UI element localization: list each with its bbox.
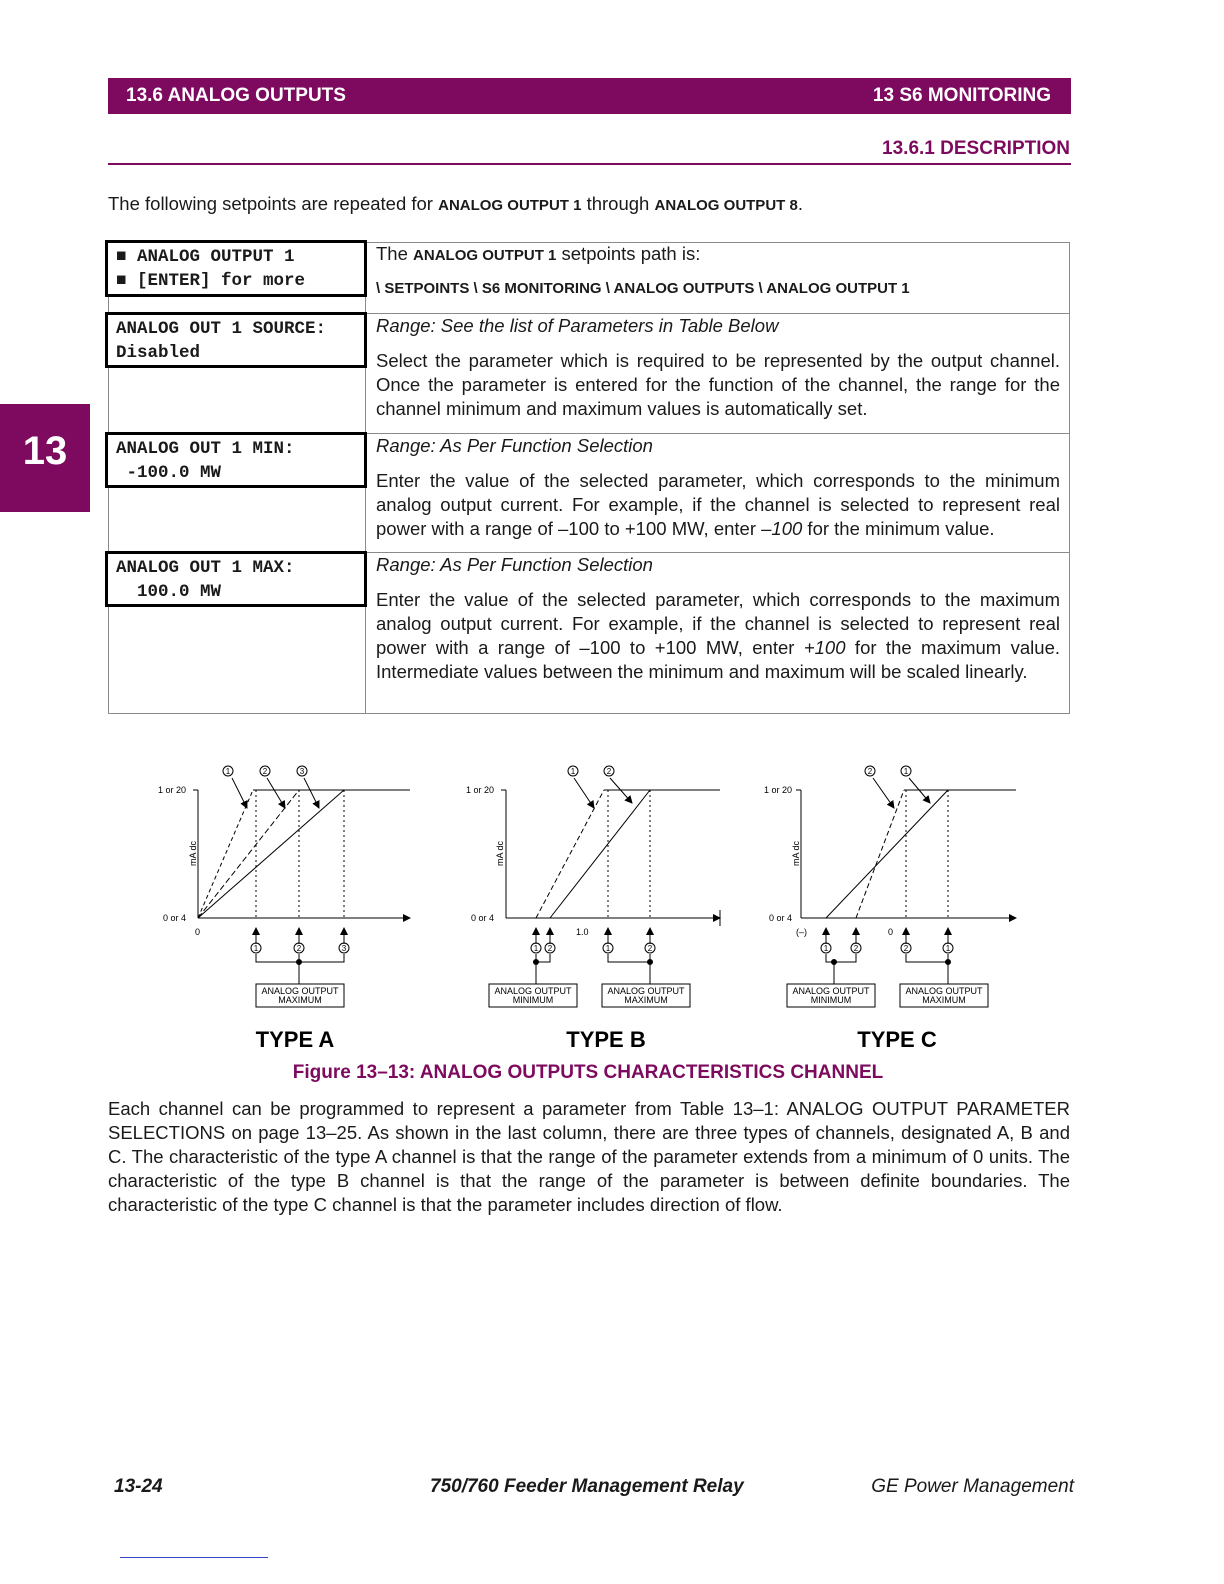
svg-text:1: 1 <box>605 944 611 953</box>
svg-text:2: 2 <box>606 767 612 776</box>
svg-text:2: 2 <box>903 944 909 953</box>
svg-text:2: 2 <box>547 944 553 953</box>
svg-text:MAXIMUM: MAXIMUM <box>278 995 322 1005</box>
type-a-label: TYPE A <box>255 1027 335 1052</box>
type-b-labels <box>466 767 685 1052</box>
subsection-rule <box>108 163 1071 165</box>
svg-text:ANALOG OUTPUT: ANALOG OUTPUT <box>607 986 685 996</box>
svg-text:0 or 4: 0 or 4 <box>471 913 495 923</box>
svg-text:1 or 20: 1 or 20 <box>158 785 187 795</box>
svg-text:MAXIMUM: MAXIMUM <box>624 995 668 1005</box>
intro-text: The following setpoints are repeated for ANALOG OUTPUT 1 through ANALOG OUTPUT 8. <box>108 193 803 214</box>
subsection-title: 13.6.1 DESCRIPTION <box>882 138 1070 159</box>
svg-text:MINIMUM: MINIMUM <box>810 995 852 1005</box>
type-a-chart <box>193 766 410 1007</box>
svg-text:1: 1 <box>823 944 829 953</box>
svg-text:0: 0 <box>888 927 894 937</box>
svg-text:1: 1 <box>903 767 909 776</box>
chapter-tab[interactable]: 13 <box>0 404 90 512</box>
display-analog-output-menu[interactable]: ■ ANALOG OUTPUT 1 ■ [ENTER] for more <box>105 240 367 297</box>
svg-text:2: 2 <box>262 767 268 776</box>
svg-text:MAXIMUM: MAXIMUM <box>922 995 966 1005</box>
display-analog-out-source[interactable]: ANALOG OUT 1 SOURCE: Disabled <box>105 312 367 368</box>
svg-text:1: 1 <box>253 944 259 953</box>
svg-text:ANALOG OUTPUT: ANALOG OUTPUT <box>905 986 983 996</box>
svg-text:mA dc: mA dc <box>791 840 801 866</box>
svg-text:1 or 20: 1 or 20 <box>466 785 495 795</box>
chapter-title: 13 S6 MONITORING <box>872 85 1051 106</box>
display-analog-out-min[interactable]: ANALOG OUT 1 MIN: -100.0 MW <box>105 432 367 488</box>
setpoint-description: The ANALOG OUTPUT 1 setpoints path is: \ SETPOINTS \ S6 MONITORING \ ANALOG OUTPUTS \ ANALOG OUTPUT 1 <box>376 242 1060 301</box>
setpoint-path: \ SETPOINTS \ S6 MONITORING \ ANALOG OUTPUTS \ ANALOG OUTPUT 1 <box>376 280 910 297</box>
type-c-chart <box>787 766 1016 1007</box>
svg-text:1: 1 <box>570 767 576 776</box>
body-paragraph: Each channel can be programmed to represent a parameter from Table 13–1: ANALOG OUTPUT PARAMETER SELECTIONS on page 13–25. As shown in the last column, there are three types of channels, designated A, B and C. The characteristic of the type A channel is that the range of the parameter extends from a minimum of 0 units. The characteristic of the type B channel is that the range of the parameter is between definite boundaries. The characteristic of the type C channel is that the parameter includes direction of flow. <box>108 1098 1070 1215</box>
svg-text:1: 1 <box>225 767 231 776</box>
svg-text:MINIMUM: MINIMUM <box>512 995 554 1005</box>
setpoint-description: Range: As Per Function Selection Enter the value of the selected parameter, which corresponds to the maximum analog output current. For example, if the channel is selected to represent real power with a range of –100 to +100 MW, enter +100 for the maximum value. Intermediate values between the minimum and maximum will be scaled linearly. <box>376 554 1060 682</box>
svg-text:mA dc: mA dc <box>495 840 505 866</box>
section-header-bar <box>108 78 1071 114</box>
svg-text:2: 2 <box>867 767 873 776</box>
footer-title: 750/760 Feeder Management Relay <box>430 1476 744 1497</box>
type-c-labels <box>764 767 983 1052</box>
svg-text:2: 2 <box>853 944 859 953</box>
svg-text:2: 2 <box>647 944 653 953</box>
footer-page-number: 13-24 <box>114 1476 163 1497</box>
svg-text:ANALOG OUTPUT: ANALOG OUTPUT <box>261 986 339 996</box>
svg-text:mA dc: mA dc <box>188 840 198 866</box>
svg-text:1: 1 <box>945 944 951 953</box>
setpoint-description: Range: See the list of Parameters in Table Below Select the parameter which is required to be represented by the output channel. Once the parameter is entered for the function of the channel, the range for the channel minimum and maximum values is automatically set. <box>376 315 1060 419</box>
display-analog-out-max[interactable]: ANALOG OUT 1 MAX: 100.0 MW <box>105 551 367 607</box>
svg-text:(–): (–) <box>796 927 807 937</box>
svg-text:0: 0 <box>195 927 201 937</box>
svg-text:ANALOG OUTPUT: ANALOG OUTPUT <box>494 986 572 996</box>
footer-link-underline[interactable] <box>120 1557 268 1558</box>
type-a-labels <box>158 767 347 1052</box>
svg-text:0 or 4: 0 or 4 <box>163 913 187 923</box>
svg-text:2: 2 <box>296 944 302 953</box>
type-b-chart <box>489 766 720 1007</box>
svg-text:1: 1 <box>533 944 539 953</box>
type-b-label: TYPE B <box>566 1027 646 1052</box>
svg-text:3: 3 <box>299 767 305 776</box>
svg-text:1.0: 1.0 <box>576 927 589 937</box>
svg-text:ANALOG OUTPUT: ANALOG OUTPUT <box>792 986 870 996</box>
section-title: 13.6 ANALOG OUTPUTS <box>126 85 346 106</box>
footer-company: GE Power Management <box>871 1476 1074 1497</box>
svg-text:0 or 4: 0 or 4 <box>769 913 793 923</box>
svg-text:3: 3 <box>341 944 347 953</box>
svg-text:1 or 20: 1 or 20 <box>764 785 793 795</box>
figure-caption: Figure 13–13: ANALOG OUTPUTS CHARACTERISTICS CHANNEL <box>292 1062 884 1083</box>
setpoint-description: Range: As Per Function Selection Enter the value of the selected parameter, which corresponds to the minimum analog output current. For example, if the channel is selected to represent real power with a range of –100 to +100 MW, enter –100 for the minimum value. <box>376 435 1060 539</box>
type-c-label: TYPE C <box>857 1027 937 1052</box>
